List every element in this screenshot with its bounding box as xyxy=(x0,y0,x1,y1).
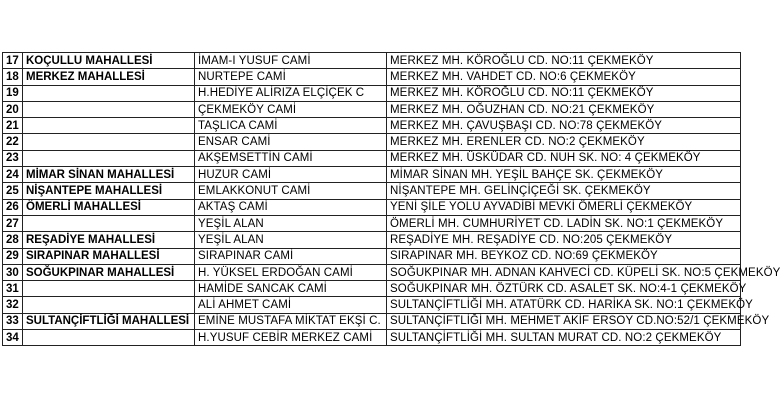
neighborhood-name: SOĞUKPINAR MAHALLESİ xyxy=(23,264,195,280)
row-number: 28 xyxy=(3,232,23,248)
mosque-address: MİMAR SİNAN MH. YEŞİL BAHÇE SK. ÇEKMEKÖY xyxy=(387,167,741,183)
neighborhood-name: SULTANÇİFTLİĞİ MAHALLESİ xyxy=(23,313,195,329)
row-number: 19 xyxy=(3,85,23,101)
row-number: 22 xyxy=(3,134,23,150)
row-number: 23 xyxy=(3,150,23,166)
mosque-name: EMİNE MUSTAFA MİKTAT EKŞİ C. xyxy=(195,313,387,329)
table-row xyxy=(3,118,741,134)
neighborhood-name xyxy=(23,101,195,117)
row-number: 18 xyxy=(3,69,23,85)
table-row xyxy=(3,134,741,150)
neighborhood-name xyxy=(23,281,195,297)
neighborhood-name: REŞADİYE MAHALLESİ xyxy=(23,232,195,248)
mosque-address: MERKEZ MH. ÇAVUŞBAŞI CD. NO:78 ÇEKMEKÖY xyxy=(387,118,741,134)
row-number: 24 xyxy=(3,167,23,183)
mosque-name: EMLAKKONUT CAMİ xyxy=(195,183,387,199)
mosque-name: ENSAR CAMİ xyxy=(195,134,387,150)
row-number: 27 xyxy=(3,215,23,231)
mosque-name: İMAM-I YUSUF CAMİ xyxy=(195,53,387,69)
mosque-address: MERKEZ MH. VAHDET CD. NO:6 ÇEKMEKÖY xyxy=(387,69,741,85)
neighborhood-name: MİMAR SİNAN MAHALLESİ xyxy=(23,167,195,183)
neighborhood-name: KOÇULLU MAHALLESİ xyxy=(23,53,195,69)
mosque-address: MERKEZ MH. OĞUZHAN CD. NO:21 ÇEKMEKÖY xyxy=(387,101,741,117)
mosque-name: SIRAPINAR CAMİ xyxy=(195,248,387,264)
table-row xyxy=(3,313,741,329)
table-row xyxy=(3,69,741,85)
table-body xyxy=(3,53,780,346)
mosque-name: HUZUR CAMİ xyxy=(195,167,387,183)
mosque-address: SIRAPINAR MH. BEYKOZ CD. NO:69 ÇEKMEKÖY xyxy=(387,248,741,264)
table-row xyxy=(3,297,741,313)
mosque-address: MERKEZ MH. KÖROĞLU CD. NO:11 ÇEKMEKÖY xyxy=(387,85,741,101)
mosque-address: MERKEZ MH. KÖROĞLU CD. NO:11 ÇEKMEKÖY xyxy=(387,53,741,69)
table-row xyxy=(3,150,741,166)
table-row xyxy=(3,167,741,183)
mosque-name: AKŞEMSETTİN CAMİ xyxy=(195,150,387,166)
mosque-name: AKTAŞ CAMİ xyxy=(195,199,387,215)
mosque-name: H. YÜKSEL ERDOĞAN CAMİ xyxy=(195,264,387,280)
neighborhood-name: MERKEZ MAHALLESİ xyxy=(23,69,195,85)
table-row xyxy=(3,281,741,297)
mosque-name: TAŞLICA CAMİ xyxy=(195,118,387,134)
mosque-name: YEŞİL ALAN xyxy=(195,232,387,248)
mosque-address: MERKEZ MH. ÜSKÜDAR CD. NUH SK. NO: 4 ÇEKMEKÖY xyxy=(387,150,741,166)
neighborhood-name xyxy=(23,85,195,101)
table-row xyxy=(3,199,741,215)
mosque-name: H.HEDİYE ALİRIZA ELÇİÇEK C xyxy=(195,85,387,101)
row-number: 29 xyxy=(3,248,23,264)
mosque-address: SULTANÇİFTLİĞİ MH. ATATÜRK CD. HARİKA SK. NO:1 ÇEKMEKÖY xyxy=(387,297,741,313)
neighborhood-name xyxy=(23,297,195,313)
row-number: 20 xyxy=(3,101,23,117)
mosque-name: HAMİDE SANCAK CAMİ xyxy=(195,281,387,297)
row-number: 31 xyxy=(3,281,23,297)
neighborhood-name: NİŞANTEPE MAHALLESİ xyxy=(23,183,195,199)
mosque-name: ÇEKMEKÖY CAMİ xyxy=(195,101,387,117)
row-number: 25 xyxy=(3,183,23,199)
mosque-address: SULTANÇİFTLİĞİ MH. SULTAN MURAT CD. NO:2 ÇEKMEKÖY xyxy=(387,330,741,346)
row-number: 30 xyxy=(3,264,23,280)
table-row xyxy=(3,330,741,346)
table-row xyxy=(3,232,741,248)
row-number: 32 xyxy=(3,297,23,313)
neighborhood-name xyxy=(23,330,195,346)
mosque-address: REŞADİYE MH. REŞADİYE CD. NO:205 ÇEKMEKÖY xyxy=(387,232,741,248)
mosque-name: H.YUSUF CEBİR MERKEZ CAMİ xyxy=(195,330,387,346)
table-row xyxy=(3,264,741,280)
table-row xyxy=(3,53,741,69)
row-number: 21 xyxy=(3,118,23,134)
mosque-address: SULTANÇİFTLİĞİ MH. MEHMET AKİF ERSOY CD.NO:52/1 ÇEKMEKÖY xyxy=(387,313,741,329)
mosque-address: YENİ ŞİLE YOLU AYVADİBİ MEVKİ ÖMERLİ ÇEKMEKÖY xyxy=(387,199,741,215)
mosque-name: YEŞİL ALAN xyxy=(195,215,387,231)
mosque-address: ÖMERLİ MH. CUMHURİYET CD. LADİN SK. NO:1 ÇEKMEKÖY xyxy=(387,215,741,231)
mosque-name: ALİ AHMET CAMİ xyxy=(195,297,387,313)
mosque-address: SOĞUKPINAR MH. ÖZTÜRK CD. ASALET SK. NO:4-1 ÇEKMEKÖY xyxy=(387,281,741,297)
neighborhood-name xyxy=(23,150,195,166)
neighborhood-name xyxy=(23,134,195,150)
neighborhood-name xyxy=(23,215,195,231)
row-number: 26 xyxy=(3,199,23,215)
neighborhood-name xyxy=(23,118,195,134)
neighborhood-name: SIRAPINAR MAHALLESİ xyxy=(23,248,195,264)
table-row xyxy=(3,101,741,117)
mosque-address: MERKEZ MH. ERENLER CD. NO:2 ÇEKMEKÖY xyxy=(387,134,741,150)
row-number: 34 xyxy=(3,330,23,346)
mosque-address-table xyxy=(2,52,780,346)
row-number: 33 xyxy=(3,313,23,329)
table-row xyxy=(3,85,741,101)
row-number: 17 xyxy=(3,53,23,69)
table-row xyxy=(3,215,741,231)
table-row xyxy=(3,248,741,264)
table-row xyxy=(3,183,741,199)
neighborhood-name: ÖMERLİ MAHALLESİ xyxy=(23,199,195,215)
mosque-name: NURTEPE CAMİ xyxy=(195,69,387,85)
mosque-address: NİŞANTEPE MH. GELİNÇİÇEĞİ SK. ÇEKMEKÖY xyxy=(387,183,741,199)
mosque-address: SOĞUKPINAR MH. ADNAN KAHVECİ CD. KÜPELİ SK. NO:5 ÇEKMEKÖY xyxy=(387,264,741,280)
